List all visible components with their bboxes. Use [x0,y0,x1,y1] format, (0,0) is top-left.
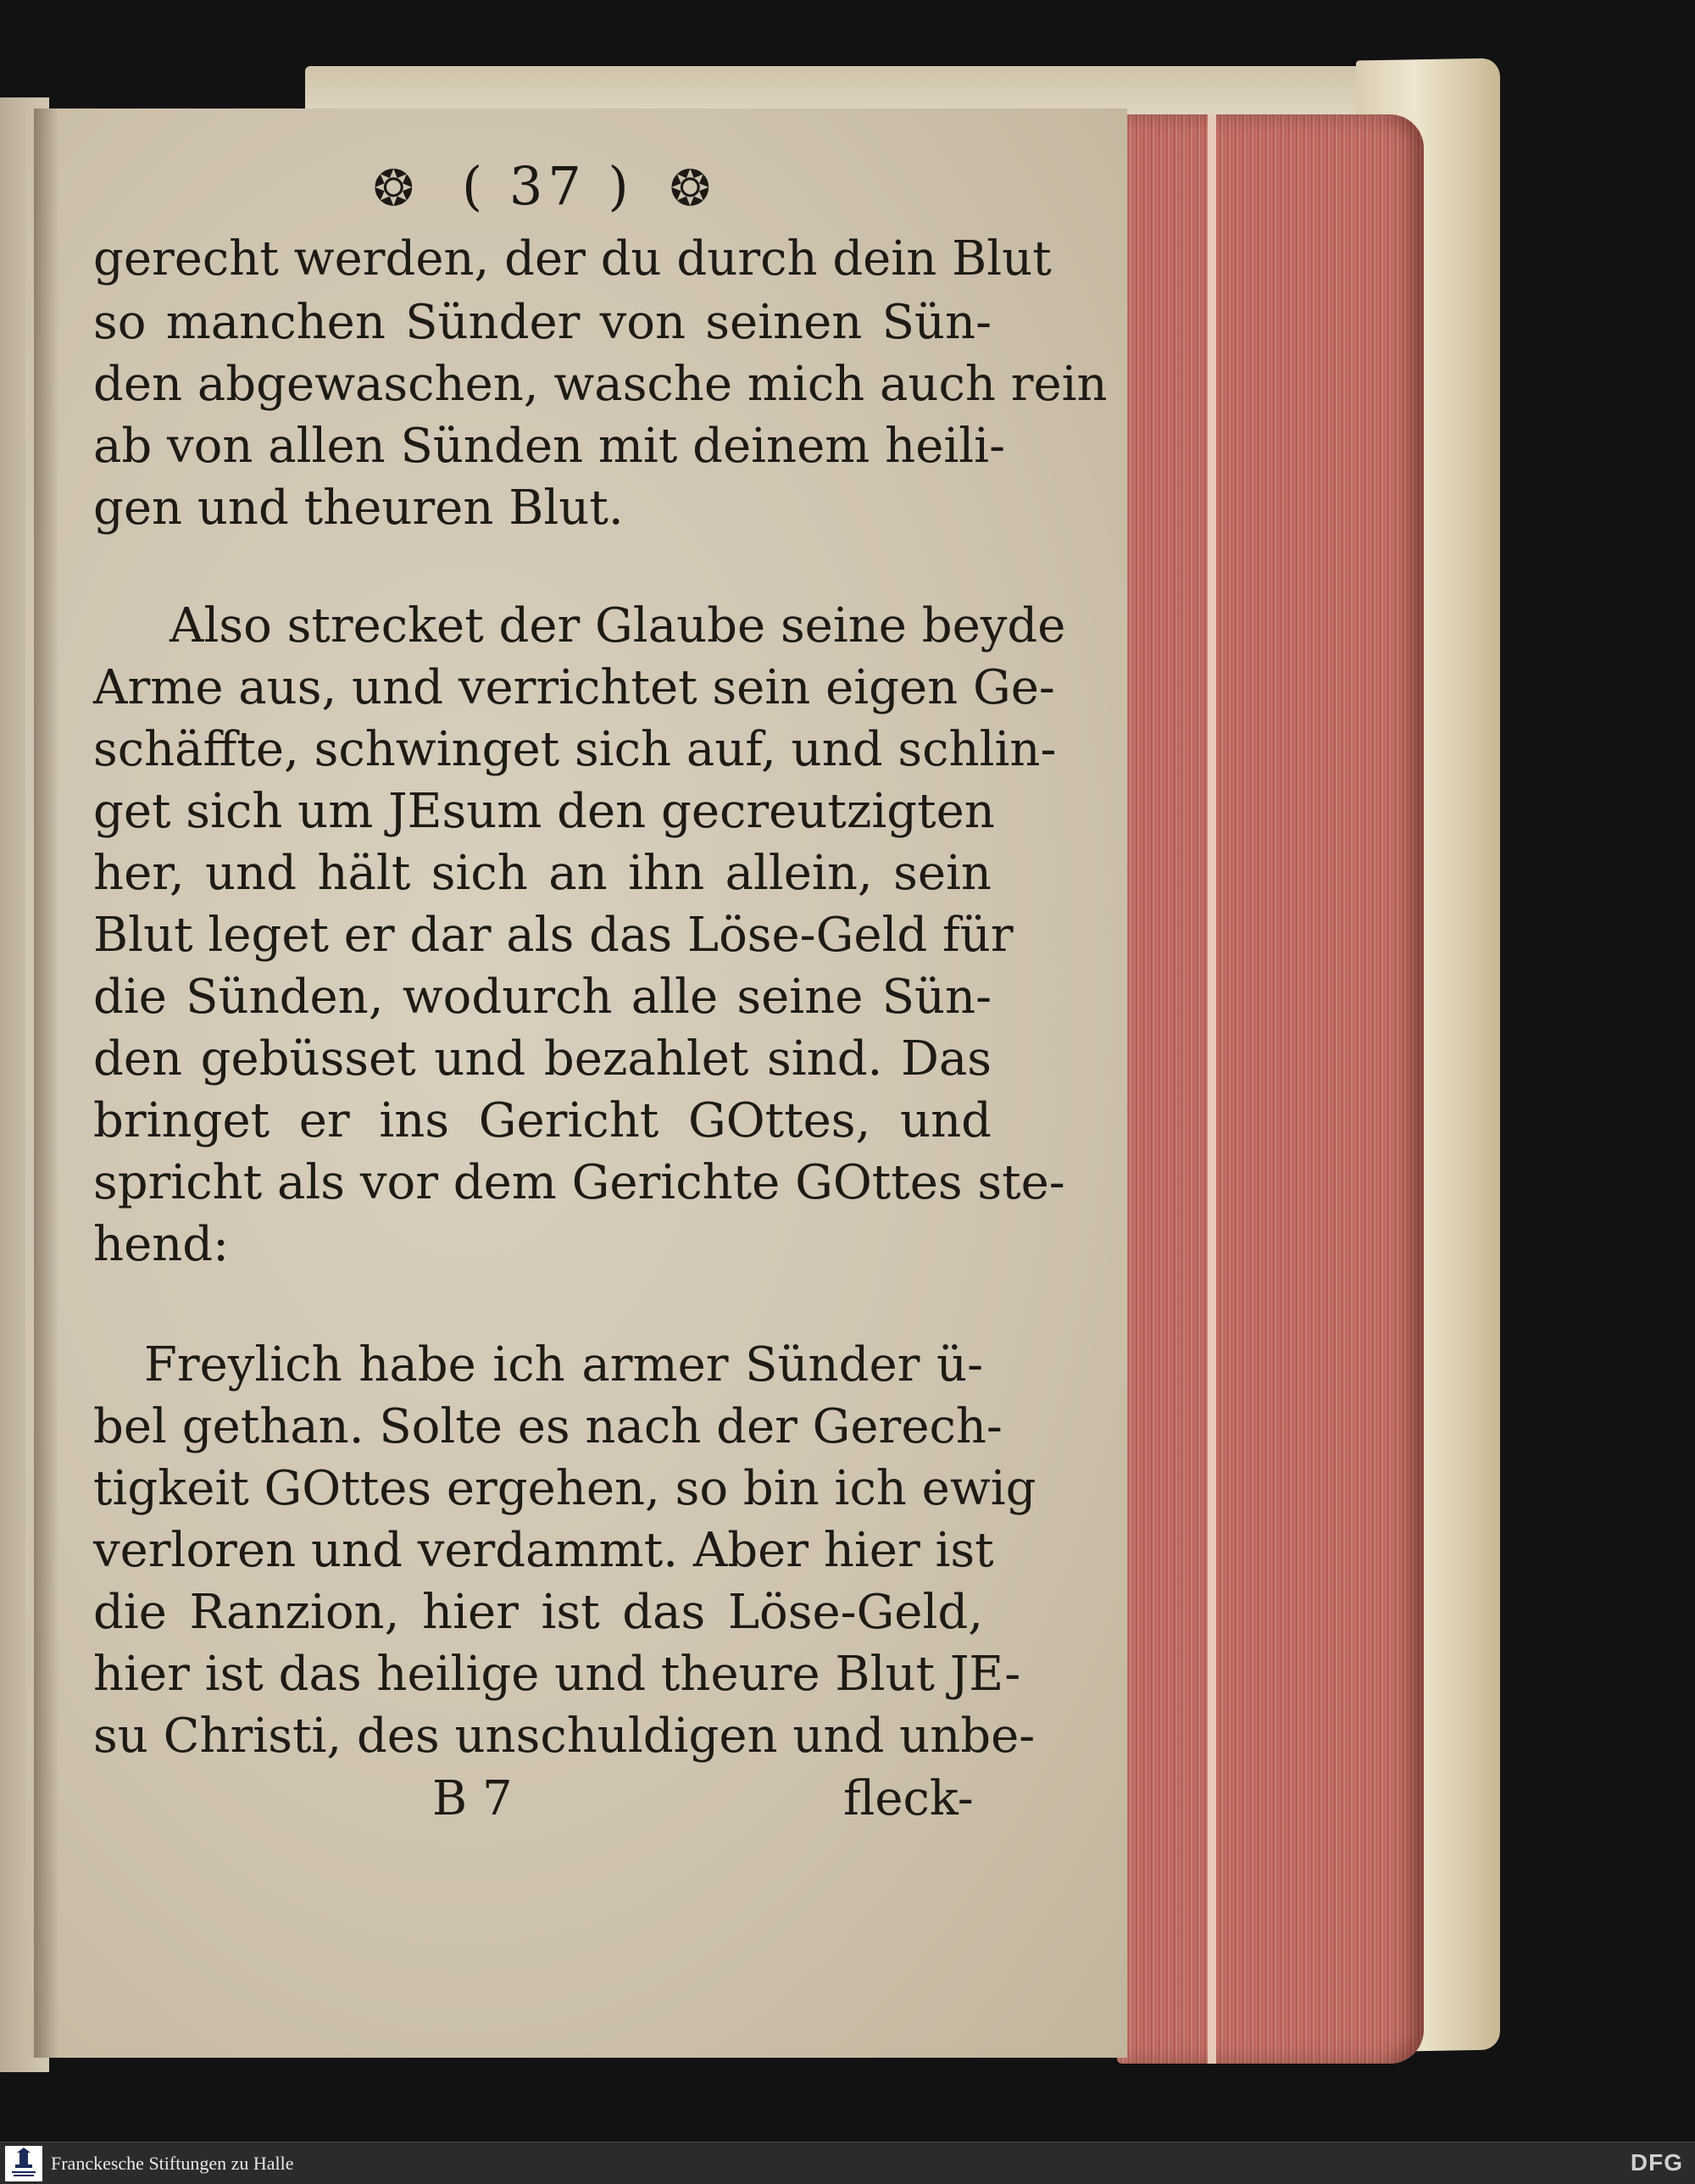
text-line: schäffte, schwinget sich auf, und schlin- [93,722,1057,777]
text-line: verloren und verdammt. Aber hier ist [93,1523,994,1578]
text-line: her, und hält sich an ihn allein, sein [93,846,992,901]
text-line: gen und theuren Blut. [93,481,624,536]
text-line: su Christi, des unschuldigen und unbe- [93,1709,1036,1764]
text-line: gerecht werden, der du durch dein Blut [93,231,1052,286]
text-line: spricht als vor dem Gerichte GOttes ste- [93,1155,1065,1210]
gutter-shadow [34,108,59,2058]
dfg-logo[interactable]: DFG [1630,2149,1683,2176]
text-line: die Sünden, wodurch alle seine Sün- [93,970,992,1025]
catchword: fleck- [843,1771,974,1826]
text-line: bel gethan. Solte es nach der Gerech- [93,1399,1003,1454]
text-line: Freylich habe ich armer Sünder ü- [144,1337,983,1392]
page-text [25,108,1127,2058]
text-line: Also strecket der Glaube seine beyde [170,598,1066,653]
ornament-right-icon: ❂ [670,159,711,217]
text-line: ab von allen Sünden mit deinem heili- [93,419,1006,474]
text-line: die Ranzion, hier ist das Löse-Geld, [93,1585,983,1640]
signature-mark: B 7 [432,1771,513,1826]
institution-name[interactable]: Franckesche Stiftungen zu Halle [51,2153,294,2174]
institution-logo-icon[interactable] [5,2146,42,2181]
text-line: so manchen Sünder von seinen Sün- [93,295,992,350]
text-line: get sich um JEsum den gecreutzigten [93,784,995,839]
text-line: tigkeit GOttes ergehen, so bin ich ewig [93,1461,1036,1516]
text-line: bringet er ins Gericht GOttes, und [93,1093,992,1148]
text-line: Arme aus, und verrichtet sein eigen Ge- [93,660,1055,715]
viewer-footer-bar [0,2142,1695,2184]
text-line: hend: [93,1217,229,1272]
fore-edge-highlight [1208,114,1216,2064]
page-number: ( 37 ) [462,155,634,217]
text-line: den abgewaschen, wasche mich auch rein [93,357,1108,412]
book-page [25,108,1127,2058]
text-line: den gebüsset und bezahlet sind. Das [93,1031,992,1086]
page-fore-edge [1117,114,1424,2064]
ornament-left-icon: ❂ [373,159,414,217]
text-line: Blut leget er dar als das Löse-Geld für [93,908,1014,963]
text-line: hier ist das heilige und theure Blut JE- [93,1647,1021,1702]
